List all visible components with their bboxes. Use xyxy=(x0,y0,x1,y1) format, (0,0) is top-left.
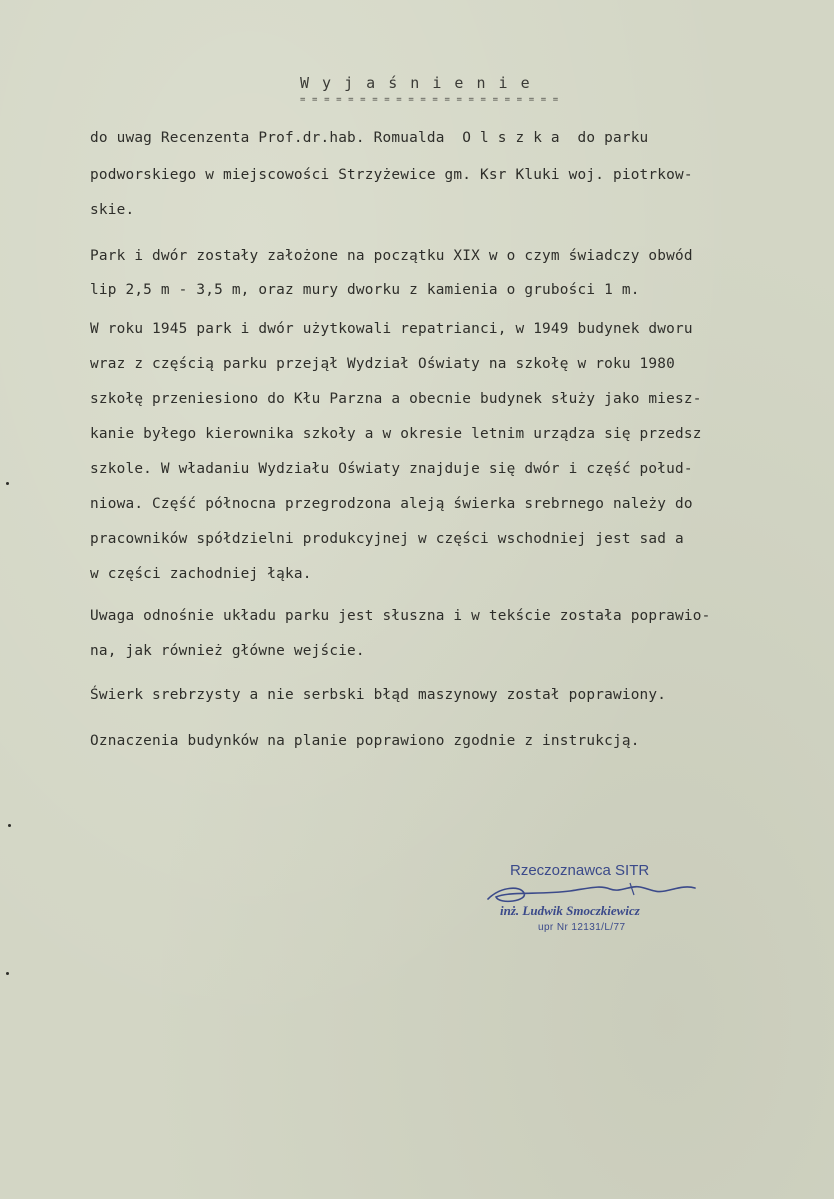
body-line: niowa. Część północna przegrodzona aleją świerka srebrnego należy do xyxy=(90,496,693,512)
margin-mark xyxy=(6,482,9,485)
body-line: Świerk srebrzysty a nie serbski błąd maszynowy został poprawiony. xyxy=(90,687,667,703)
margin-mark xyxy=(8,824,11,827)
body-line: Park i dwór zostały założone na początku XIX w o czym świadczy obwód xyxy=(90,248,693,264)
body-line: na, jak również główne wejście. xyxy=(90,643,365,659)
body-line: Oznaczenia budynków na planie poprawiono zgodnie z instrukcją. xyxy=(90,733,640,749)
stamp-title: Rzeczoznawca SITR xyxy=(510,862,650,879)
body-line: szkołę przeniesiono do Kłu Parzna a obecnie budynek służy jako miesz- xyxy=(90,391,702,407)
body-line: szkole. W władaniu Wydziału Oświaty znajduje się dwór i część połud- xyxy=(90,461,693,477)
stamp-name: inż. Ludwik Smoczkiewicz xyxy=(500,903,640,918)
body-line: skie. xyxy=(90,202,135,218)
body-line: do uwag Recenzenta Prof.dr.hab. Romualda O l s z k a do parku xyxy=(90,130,649,146)
body-line: kanie byłego kierownika szkoły a w okresie letnim urządza się przedsz xyxy=(90,426,702,442)
title-underline: = = = = = = = = = = = = = = = = = = = = = = xyxy=(300,95,559,105)
body-line: w części zachodniej łąka. xyxy=(90,566,312,582)
body-line: lip 2,5 m - 3,5 m, oraz mury dworku z kamienia o grubości 1 m. xyxy=(90,282,640,298)
margin-mark xyxy=(6,972,9,975)
body-line: wraz z częścią parku przejął Wydział Oświaty na szkołę w roku 1980 xyxy=(90,356,676,372)
body-line: W roku 1945 park i dwór użytkowali repatrianci, w 1949 budynek dworu xyxy=(90,321,693,337)
body-line: Uwaga odnośnie układu parku jest słuszna i w tekście została poprawio- xyxy=(90,608,711,624)
stamp-license: upr Nr 12131/L/77 xyxy=(538,922,626,933)
body-line: podworskiego w miejscowości Strzyżewice gm. Ksr Kluki woj. piotrkow- xyxy=(90,167,693,183)
document-title: W y j a ś n i e n i e xyxy=(300,74,532,92)
body-line: pracowników spółdzielni produkcyjnej w części wschodniej jest sad a xyxy=(90,531,684,547)
